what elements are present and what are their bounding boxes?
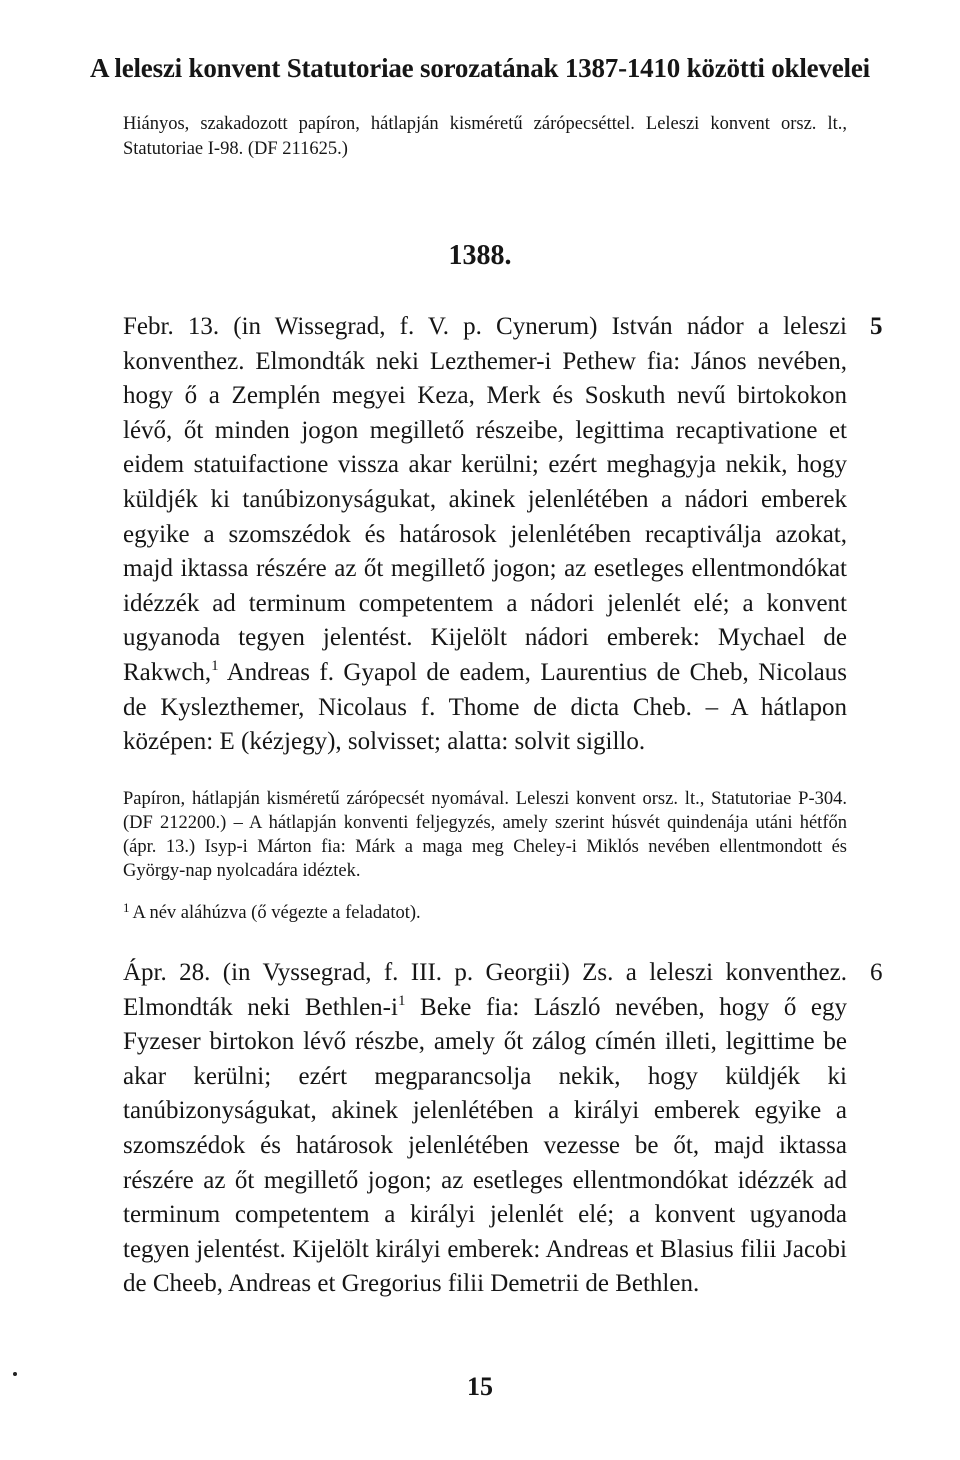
margin-number-5: 5 [870, 313, 883, 340]
regest-text-part-b: Beke fia: László nevében, hogy ő egy Fyzeser birtokon lévő részbe, amely őt zálog címén illeti, legittime be akar kerülni; ezért megparancsolja nekik, hogy küldjék ki tanúbizonyságukat, akinek jelenlétében a királyi emberek egyike a szomszédok és határosok jelenlétében vezesse be őt, majd iktassa részére az őt megillető jogon; az esetleges ellentmondókat idézzék ad terminum competentem a királyi jelenlét elé; a konvent ugyanoda tegyen jelentést. Kijelölt királyi emberek: Andreas et Blasius filii Jacobi de Cheeb, Andreas et Gregorius filii Demetrii de Bethlen. [123, 993, 848, 1298]
page-number: 15 [467, 1372, 493, 1401]
running-head: A leleszi konvent Statutoriae sorozatának 1387-1410 közötti oklevelei [90, 53, 870, 83]
footnote [123, 896, 847, 925]
regest-entry-6 [123, 956, 847, 1302]
regest-text-part-a: Ápr. 28. (in Vyssegrad, f. III. p. Georgii) Zs. a leleszi konventhez. Elmondták neki Bethlen-i [123, 959, 847, 1021]
archival-note-top: Hiányos, szakadozott papíron, hátlapján kisméretű zárópecséttel. Leleszi konvent orsz. lt., Statutoriae I-98. (DF 211625.) [123, 114, 847, 159]
footnote-marker: 1 [211, 657, 219, 674]
regest-entry-5 [123, 310, 847, 760]
regest-text-part-a: Febr. 13. (in Wissegrad, f. V. p. Cynerum) István nádor a leleszi konventhez. Elmondták neki Lezthemer-i Pethew fia: János nevében, hogy ő a Zemplén megyei Keza, Merk és Soskuth nevű birtokokon lévő, őt minden jogon megillető részeibe, legittima recaptivatione et eidem statuifactione vissza akar kerülni; ezért meghagyja nekik, hogy küldjék ki tanúbizonyságukat, akinek jelenlétében a nádori emberek egyike a szomszédok és határosok jelenlétében recaptiválja azokat, majd iktassa részére az őt megillető jogon; az esetleges ellentmondókat idézzék ad terminum competentem a nádori jelenlét elé; a konvent ugyanoda tegyen jelentést. Kijelölt nádori emberek: Mychael de Rakwch, [123, 313, 847, 686]
archival-note-mid: Papíron, hátlapján kisméretű zárópecsét nyomával. Leleszi konvent orsz. lt., Statutoriae P-304. (DF 212200.) – A hátlapján konventi feljegyzés, amely szerint húsvét quindenája utáni hétfőn (ápr. 13.) Isyp-i Márton fia: Márk a maga meg Cheley-i Miklós nevében ellentmondott és György-nap nyolcadára idéztek. [123, 789, 847, 881]
regest-text-part-b: Andreas f. Gyapol de eadem, Laurentius de Cheb, Nicolaus de Kyslezthemer, Nicolaus f. Thome de dicta Cheb. – A hátlapon középen: E (kézjegy), solvisset; alatta: solvit sigillo. [123, 658, 847, 756]
footnote-marker: 1 [397, 992, 406, 1009]
year-heading: 1388. [448, 240, 512, 271]
footnote-number: 1 [123, 900, 130, 915]
margin-number-6: 6 [870, 959, 883, 986]
footnote-text: A név aláhúzva (ő végezte a feladatot). [132, 903, 421, 923]
